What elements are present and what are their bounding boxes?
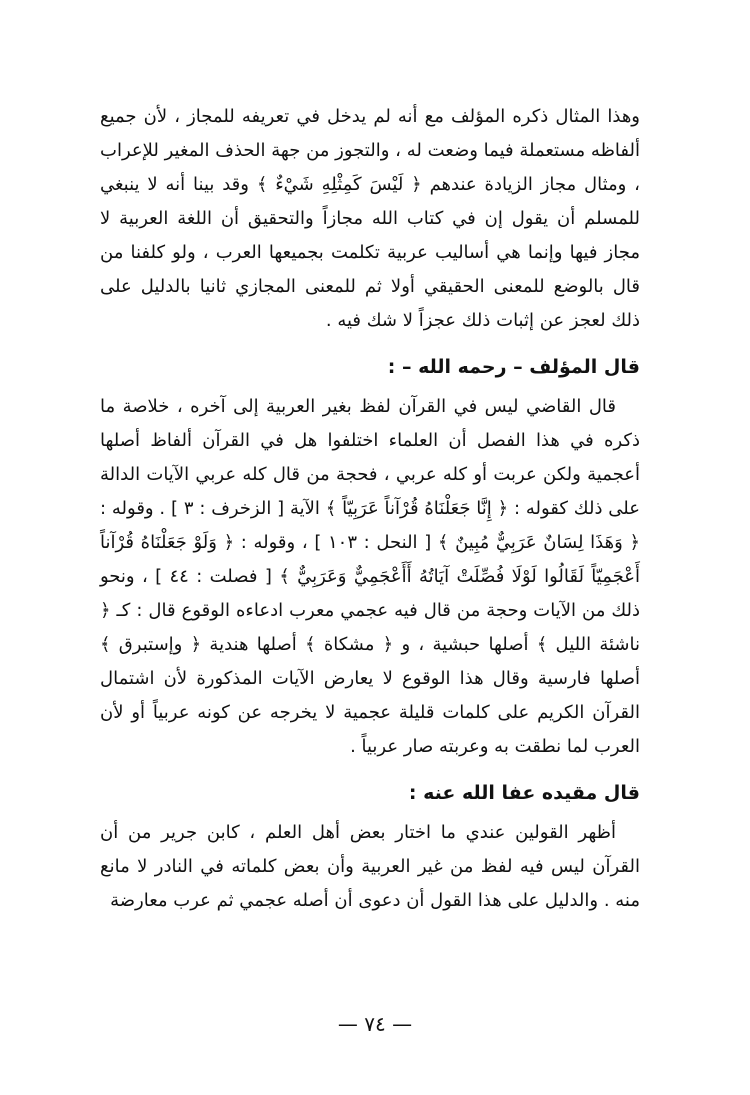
- page-body: [100, 100, 640, 918]
- page-number: — ٧٤ —: [337, 1012, 413, 1036]
- paragraph-opinion: أظهر القولين عندي ما اختار بعض أهل العلم ، كابن جرير من أن القرآن ليس فيه لفظ من غير العربية وأن بعض كلماته في النادر لا مانع منه . والدليل على هذا القول أن دعوى أن أصله عجمي ثم عرب معارضة: [100, 822, 640, 911]
- paragraph-majaz: وهذا المثال ذكره المؤلف مع أنه لم يدخل في تعريفه للمجاز ، لأن جميع ألفاظه مستعملة فيما وضعت له ، والتجوز من جهة الحذف المغير للإعراب ، ومثال مجاز الزيادة عندهم ﴿ لَيْسَ كَمِثْلِهِ شَيْءٌ ﴾ وقد بينا أنه لا ينبغي للمسلم أن يقول إن في كتاب الله مجازاً والتحقيق أن اللغة العربية لا مجاز فيها وإنما هي أساليب عربية تكلمت بجميعها العرب ، ولو كلفنا من قال بالوضع للمعنى الحقيقي أولا ثم للمعنى المجازي ثانيا بالدليل على ذلك لعجز عن إثبات ذلك عجزاً لا شك فيه .: [100, 106, 640, 331]
- section-heading-author: قال المؤلف – رحمه الله – :: [387, 356, 640, 378]
- section-heading-commentator: قال مقيده عفا الله عنه :: [408, 782, 640, 804]
- paragraph-qadi: قال القاضي ليس في القرآن لفظ بغير العربية إلى آخره ، خلاصة ما ذكره في هذا الفصل أن العلماء اختلفوا هل في القرآن ألفاظ أصلها أعجمية ولكن عربت أو كله عربي ، فحجة من قال كله عربي الآيات الدالة على ذلك كقوله : ﴿ إِنَّا جَعَلْنَاهُ قُرْآناً عَرَبِيّاً ﴾ الآية [ الزخرف : ٣ ] . وقوله : ﴿ وَهَذَا لِسَانٌ عَرَبِيٌّ مُبِينٌ ﴾ [ النحل : ١٠٣ ] ، وقوله : ﴿ وَلَوْ جَعَلْنَاهُ قُرْآناً أَعْجَمِيّاً لَقَالُوا لَوْلَا فُصِّلَتْ آيَاتُهُ أَأَعْجَمِيٌّ وَعَرَبِيٌّ ﴾ [ فصلت : ٤٤ ] ، ونحو ذلك من الآيات وحجة من قال فيه عجمي معرب ادعاءه الوقوع قال : كـ ﴿ ناشئة الليل ﴾ أصلها حبشية ، و ﴿ مشكاة ﴾ أصلها هندية ﴿ وإستبرق ﴾ أصلها فارسية وقال هذا الوقوع لا يعارض الآيات المذكورة لأن اشتمال القرآن الكريم على كلمات قليلة عجمية لا يخرجه عن كونه عربياً أو لأن العرب لما نطقت به وعربته صار عربياً .: [100, 396, 640, 757]
